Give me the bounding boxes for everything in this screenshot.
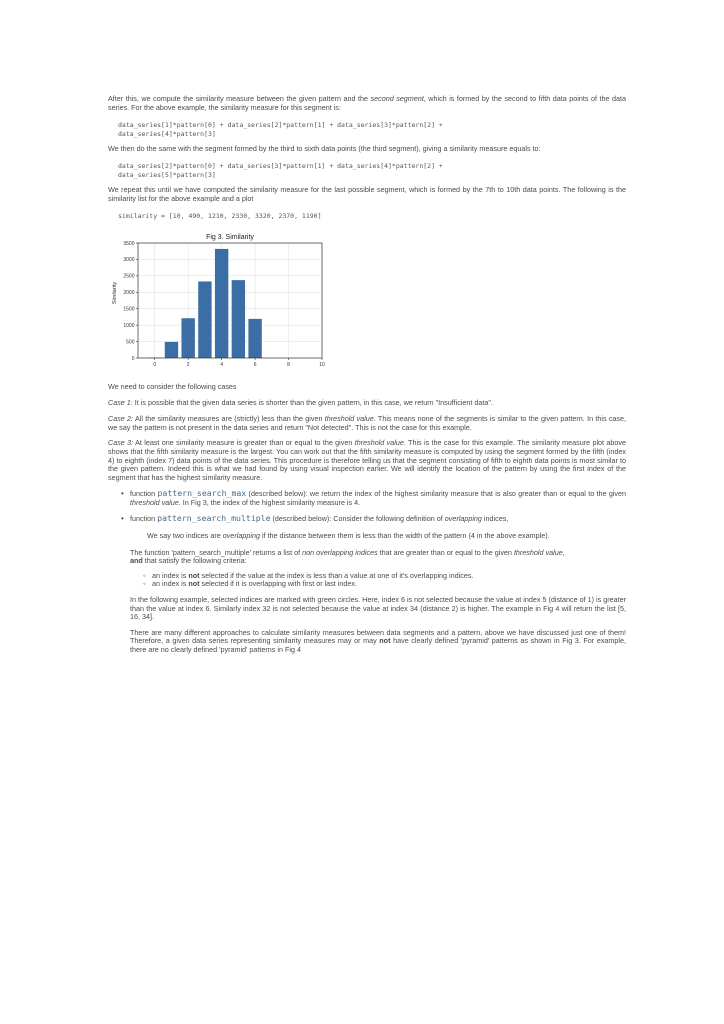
- code-block-third-segment: [118, 162, 626, 180]
- paragraph-repeat: We repeat this until we have computed the similarity measure for the last possible segment, which is formed by the 7th to 10th data points. The following is the similarity list for the above example and a plot: [108, 184, 626, 203]
- text: . In Fig 3, the index of the highest similarity measure is 4.: [178, 497, 361, 507]
- text: . This is the case for this example. The similarity measure plot above shows that the fifth similarity measure is the largest. You can work out that the fifth similarity measure is computed by using the segment formed by the fifth (index 4) to eighth (index 7) data points of the data series. This procedure is therefore telling us that the segment consisting of fifth to eighth data points is most similar to the given pattern. Indeed this is what we had found by using visual inspection earlier. We will identify the location of the pattern by using the first index of the segment that has the highest similarity measure.: [108, 438, 626, 482]
- approaches-note: [130, 629, 626, 655]
- bold-text: and: [130, 556, 143, 566]
- emphasis: overlapping: [222, 531, 260, 541]
- text: , which is formed by the second to fifth data points of the data series. For the above example, the similarity measure for this segment is:: [108, 94, 626, 112]
- y-tick-label: 3000: [123, 257, 135, 264]
- code-block-second-segment: [118, 121, 626, 139]
- text: After this, we compute the similarity measure between the given pattern and the: [108, 94, 371, 103]
- text: if the distance between them is less than the width of the pattern (4 in the above example).: [259, 531, 550, 541]
- y-tick-label: 2000: [123, 290, 135, 297]
- text: that are greater than or equal to the given: [377, 547, 514, 557]
- bar: [215, 249, 228, 358]
- selection-example: In the following example, selected indices are marked with green circles. Here, index 6 is not selected because the value at index 5 (distance of 1) is greater than the value at index 6. Similarly index 32 is not selected because the value at index 34 (distance 2) is higher. The example in Fig 4 will return the list [5, 16, 34].: [130, 595, 626, 622]
- text: function: [130, 514, 158, 524]
- emphasis: threshold value: [130, 497, 179, 507]
- code-similarity-list: similarity = [10, 490, 1210, 2330, 3320, 2370, 1190]: [118, 212, 322, 221]
- code-line: data_series[5]*pattern[3]: [118, 171, 216, 180]
- case-2: [108, 415, 626, 432]
- code-line: data_series[1]*pattern[0] + data_series[2]*pattern[1] + data_series[3]*pattern[2] +: [118, 121, 443, 130]
- emphasis: threshold value,: [513, 547, 565, 557]
- text: selected if it is overlapping with first or last index.: [199, 579, 357, 589]
- x-tick-label: 6: [253, 361, 257, 368]
- text: that satisfy the following criteria:: [142, 556, 247, 566]
- case-label: Case 3:: [108, 438, 134, 448]
- case-label: Case 1:: [108, 397, 133, 407]
- list-item-pattern-search-multiple: [108, 514, 626, 654]
- bar: [232, 280, 245, 358]
- x-tick-label: 0: [153, 361, 157, 368]
- paragraph-third-segment: We then do the same with the segment formed by the third to sixth data points (the third segment), giving a similarity measure equals to:: [108, 143, 541, 153]
- bar: [248, 319, 261, 358]
- y-tick-label: 0: [131, 355, 135, 362]
- similarity-bar-chart: [108, 230, 338, 375]
- y-axis-label: Similarity: [112, 281, 118, 305]
- case-3: [108, 439, 626, 482]
- y-axis-ticks: [123, 241, 138, 362]
- y-tick-label: 1500: [123, 306, 135, 313]
- text: an index is: [152, 570, 189, 580]
- paragraph-intro: [108, 95, 626, 112]
- multi-description: [130, 549, 626, 566]
- x-axis-ticks: [153, 358, 325, 368]
- code-line: data_series[4]*pattern[3]: [118, 129, 216, 138]
- y-tick-label: 1000: [123, 322, 135, 329]
- plot-frame: [138, 243, 322, 358]
- bold-text: not: [379, 636, 391, 646]
- text: selected if the value at the index is less than a value at one of it's overlapping indices.: [199, 570, 474, 580]
- emphasis: overlapping: [444, 514, 482, 524]
- y-tick-label: 500: [126, 339, 135, 346]
- emphasis: second segment: [370, 94, 424, 103]
- text: We say two indices are: [147, 531, 223, 541]
- bar: [181, 318, 194, 358]
- document-page: [108, 95, 626, 655]
- chart-grid: [138, 243, 322, 358]
- inline-code: pattern_search_max: [157, 488, 247, 499]
- text: The function 'pattern_search_multiple' returns a list of: [130, 547, 303, 557]
- case-label: Case 2:: [108, 414, 134, 424]
- emphasis: non overlapping indices: [302, 547, 378, 557]
- inline-code: pattern_search_multiple: [157, 513, 271, 524]
- text: (described below): we return the index of the highest similarity measure that is also greater than or equal to the given: [246, 489, 627, 499]
- x-tick-label: 4: [220, 361, 224, 368]
- text: have clearly defined 'pyramid' patterns as shown in Fig 3. For example, there are no clearly defined 'pyramid' patterns in Fig 4: [130, 636, 626, 655]
- function-list: [108, 489, 626, 654]
- text: All the similarity measures are (strictly) less than the given: [133, 414, 325, 424]
- text: (described below): Consider the following definition of: [270, 514, 445, 524]
- text: indices,: [481, 514, 509, 524]
- text: . This means none of the segments is similar to the given pattern. In this case, we say the pattern is not present in the data series and return "Not detected". This is not the case for this example.: [108, 414, 627, 432]
- x-tick-label: 2: [186, 361, 190, 368]
- text: There are many different approaches to calculate similarity measures between data segments and a pattern, above we have discussed just one of them! Therefore, a given data series representing similarity measures may or may: [130, 627, 626, 646]
- bold-text: not: [188, 570, 200, 580]
- x-tick-label: 8: [287, 361, 290, 368]
- criteria-list: [130, 572, 626, 589]
- text: At least one similarity measure is greater than or equal to the given: [133, 438, 355, 448]
- y-tick-label: 2500: [123, 273, 135, 280]
- emphasis: threshold value: [354, 438, 404, 448]
- bar: [165, 342, 178, 358]
- y-tick-label: 3500: [123, 240, 135, 247]
- criterion-2: [130, 580, 626, 589]
- list-item-pattern-search-max: [108, 489, 626, 507]
- case-1: [108, 399, 626, 408]
- emphasis: threshold value: [324, 414, 374, 424]
- text: an index is: [152, 579, 189, 589]
- bar: [198, 281, 211, 358]
- text: It is possible that the given data series is shorter than the given pattern, in this case, we return "Insufficient data".: [132, 397, 493, 407]
- text: function: [130, 489, 158, 499]
- bold-text: not: [188, 579, 200, 589]
- chart-title: Fig 3. Similarity: [206, 233, 254, 241]
- paragraph-cases-intro: We need to consider the following cases: [108, 381, 237, 391]
- code-line: data_series[2]*pattern[0] + data_series[3]*pattern[1] + data_series[4]*pattern[2] +: [118, 162, 443, 171]
- x-tick-label: 10: [319, 361, 325, 368]
- overlap-definition: [130, 532, 626, 541]
